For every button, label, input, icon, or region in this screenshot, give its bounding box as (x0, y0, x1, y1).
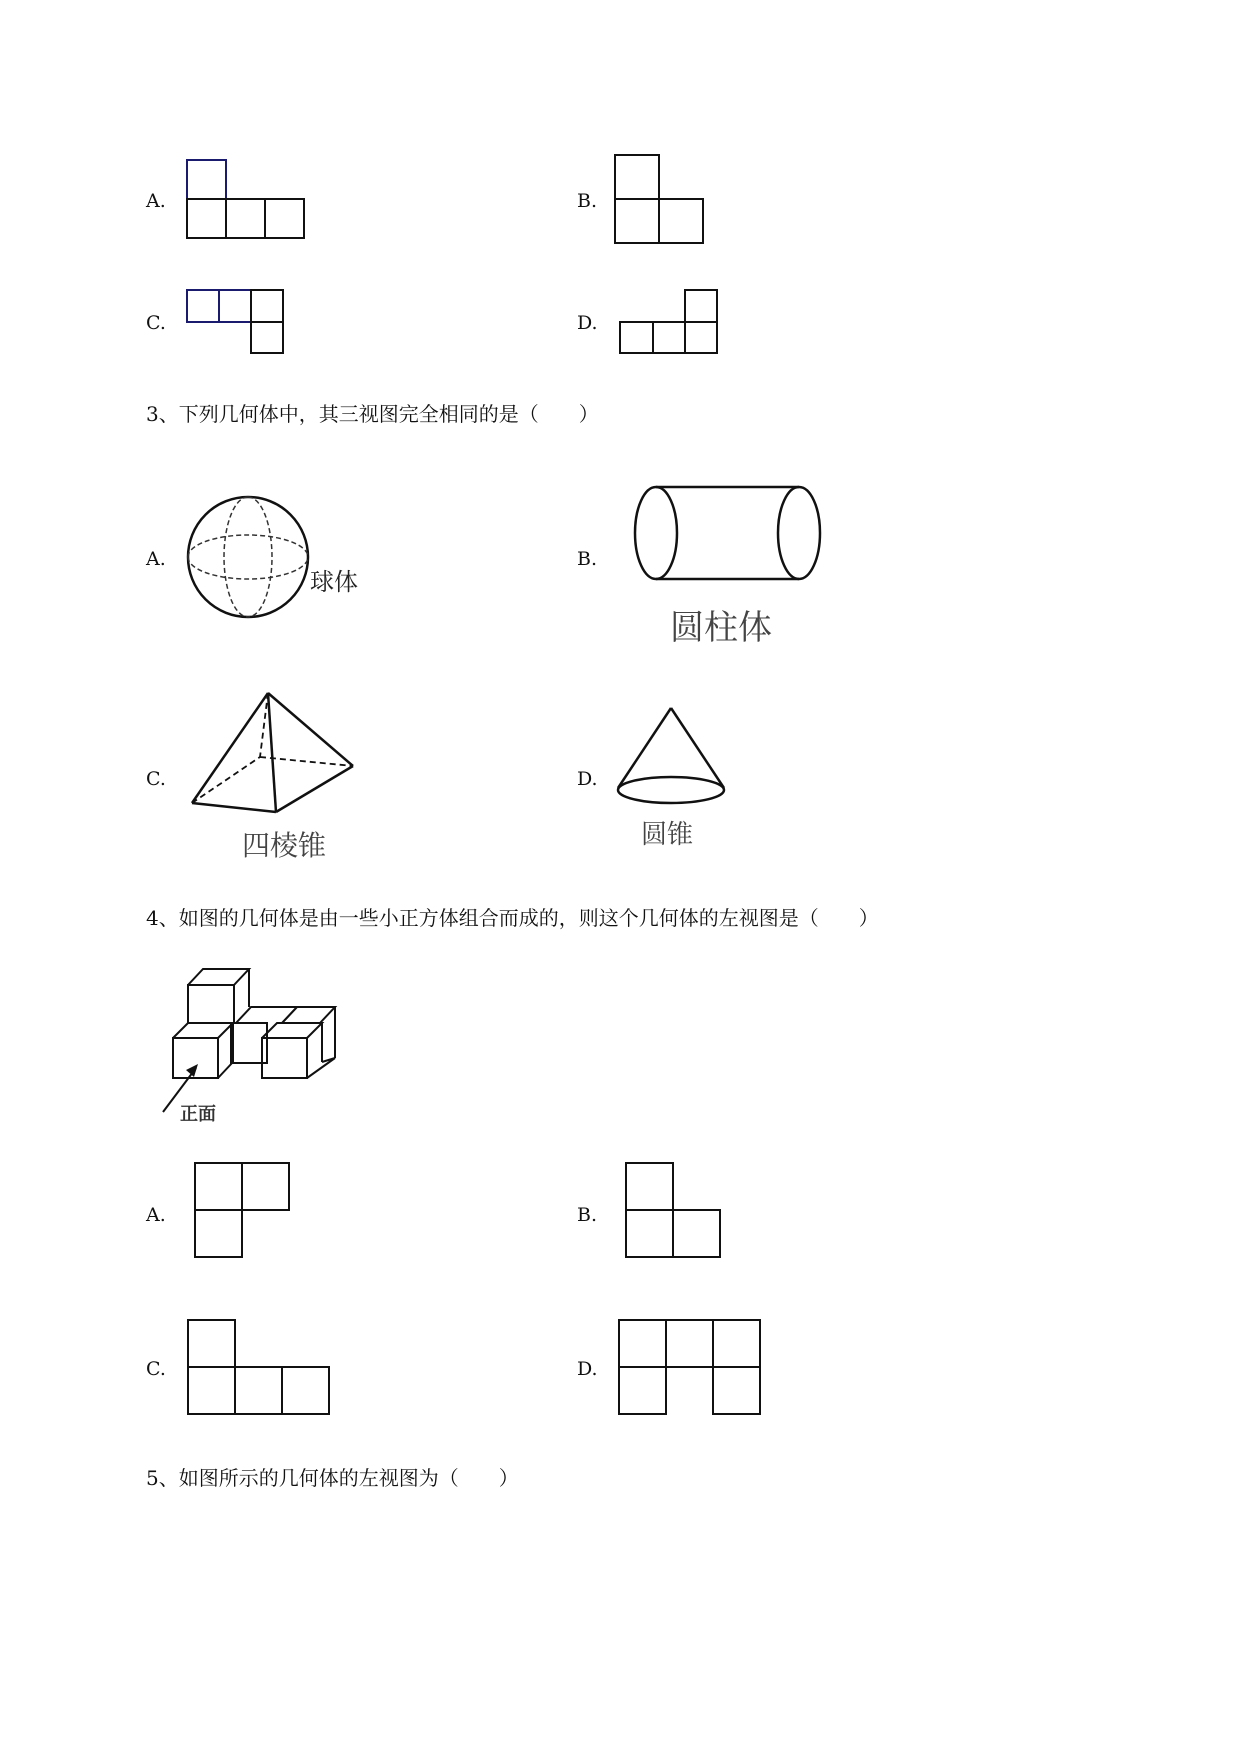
q4-stem: 4、如图的几何体是由一些小正方体组合而成的，则这个几何体的左视图是（ ） (146, 906, 879, 930)
q5-stem: 5、如图所示的几何体的左视图为（ ） (146, 1466, 519, 1490)
q3-option-d-label: D. (577, 768, 598, 790)
q4-option-d-label: D. (577, 1358, 598, 1380)
q3-option-b-caption: 圆柱体 (670, 608, 772, 648)
q3-option-c-caption: 四棱锥 (242, 829, 327, 862)
q4-option-b-label: B. (577, 1204, 598, 1226)
q3-stem: 3、下列几何体中，其三视图完全相同的是（ ） (146, 402, 599, 426)
q3-option-a-label: A. (146, 548, 166, 570)
q3-option-c-label: C. (146, 768, 166, 790)
q3-option-d-caption: 圆锥 (641, 820, 694, 850)
q2-option-c-label: C. (146, 312, 166, 334)
q4-option-c-label: C. (146, 1358, 166, 1380)
q3-option-b-label: B. (577, 548, 598, 570)
q2-option-d-label: D. (577, 312, 598, 334)
q4-option-d-figure (0, 0, 1, 1)
q4-option-a-label: A. (146, 1204, 166, 1226)
q2-option-b-label: B. (577, 190, 598, 212)
q3-option-a-caption: 球体 (310, 568, 358, 596)
q2-option-a-label: A. (146, 190, 166, 212)
q4-figure-caption: 正面 (180, 1104, 216, 1125)
